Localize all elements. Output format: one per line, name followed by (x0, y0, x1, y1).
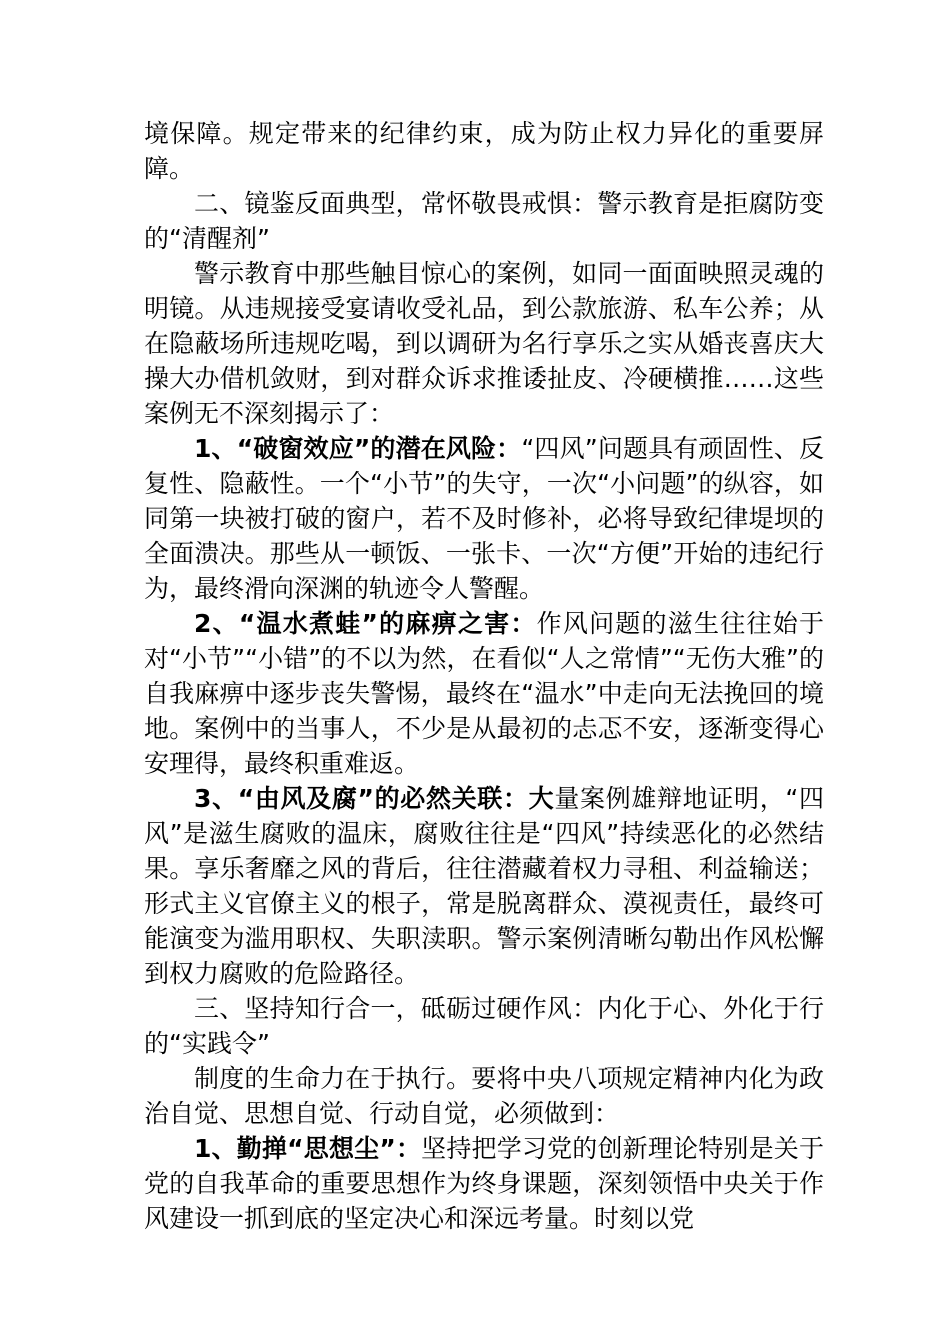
section-heading-3 (144, 991, 824, 1061)
point-lead: 3、“由风及腐”的必然关联：大 (194, 784, 555, 813)
paragraph-text: 境保障。规定带来的纪律约束，成为防止权力异化的重要屏障。 (144, 119, 824, 183)
point-lead: 1、勤掸“思想尘”： (194, 1134, 422, 1163)
paragraph-execution (144, 1061, 824, 1131)
paragraph-text: 警示教育中那些触目惊心的案例，如同一面面映照灵魂的明镜。从违规接受宴请收受礼品，到公款旅游、私车公养；从在隐蔽场所违规吃喝，到以调研为名行享乐之实从婚丧喜庆大操大办借机敛财，到对群众诉求推诿扯皮、冷硬横推……这些案例无不深刻揭示了： (144, 259, 824, 428)
point-broken-window (144, 431, 824, 606)
paragraph-text: 制度的生命力在于执行。要将中央八项规定精神内化为政治自觉、思想自觉、行动自觉，必须做到： (144, 1064, 824, 1128)
point-text: 坚持把学习党的创新理论特别是关于党的自我革命的重要思想作为终身课题，深刻领悟中央关于作风建设一抓到底的坚定决心和深远考量。时刻以党 (144, 1134, 824, 1233)
section-heading-2 (144, 186, 824, 256)
point-text: 量案例雄辩地证明，“四风”是滋生腐败的温床，腐败往往是“四风”持续恶化的必然结果。享乐奢靡之风的背后，往往潜藏着权力寻租、利益输送；形式主义官僚主义的根子，常是脱离群众、漠视责任，最终可能演变为滥用职权、失职渎职。警示案例清晰勾勒出作风松懈到权力腐败的危险路径。 (144, 784, 824, 988)
point-boiling-frog (144, 606, 824, 781)
paragraph-continuation (144, 116, 824, 186)
point-text: 作风问题的滋生往往始于对“小节”“小错”的不以为然，在看似“人之常情”“无伤大雅”的自我麻痹中逐步丧失警惕，最终在“温水”中走向无法挽回的境地。案例中的当事人，不少是从最初的忐忑不安，逐渐变得心安理得，最终积重难返。 (144, 609, 824, 778)
point-lead: 1、“破窗效应”的潜在风险： (194, 434, 522, 463)
point-style-to-corruption (144, 781, 824, 991)
heading-text: 三、坚持知行合一，砥砺过硬作风：内化于心、外化于行的“实践令” (144, 994, 824, 1058)
heading-text: 二、镜鉴反面典型，常怀敬畏戒惧：警示教育是拒腐防变的“清醒剂” (144, 189, 824, 253)
document-body (144, 116, 824, 1236)
point-thought-dust (144, 1131, 824, 1236)
point-text: “四风”问题具有顽固性、反复性、隐蔽性。一个“小节”的失守，一次“小问题”的纵容，如同第一块被打破的窗户，若不及时修补，必将导致纪律堤坝的全面溃决。那些从一顿饭、一张卡、一次“方便”开始的违纪行为，最终滑向深渊的轨迹令人警醒。 (144, 434, 824, 603)
point-lead: 2、“温水煮蛙”的麻痹之害： (194, 609, 537, 638)
paragraph-warning-cases (144, 256, 824, 431)
